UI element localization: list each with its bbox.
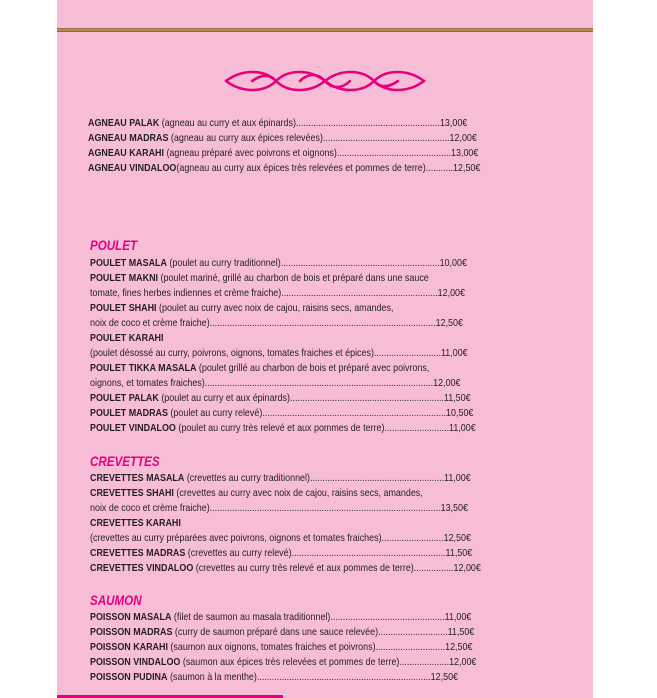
menu-item-poulet-vindaloo: POULET VINDALOO (poulet au curry très relevé et aux pommes de terre)..........................11,00€ <box>90 423 476 434</box>
menu-item-poulet-masala: POULET MASALA (poulet au curry traditionnel)................................................................10,00€ <box>90 258 467 269</box>
menu-item-poisson-masala: POISSON MASALA (filet de saumon au masala traditionnel)..............................................11,00€ <box>90 612 472 623</box>
gold-divider <box>57 28 593 32</box>
menu-item-poulet-makni: POULET MAKNI (poulet mariné, grillé au charbon de bois et préparé dans une sauce <box>90 273 429 284</box>
menu-item-poulet-shahi-cont: noix de coco et crème fraiche)...........................................................................................12,50€ <box>90 318 463 329</box>
menu-item-agneau-palak: AGNEAU PALAK (agneau au curry et aux épinards)..........................................................13,00€ <box>88 118 468 129</box>
flourish-ornament-icon <box>222 66 428 96</box>
menu-item-crevettes-karahi: CREVETTES KARAHI <box>90 518 181 529</box>
menu-item-poisson-karahi: POISSON KARAHI (saumon aux oignons, tomates fraiches et poivrons)............................12,50€ <box>90 642 473 653</box>
menu-item-poulet-karahi: POULET KARAHI <box>90 333 164 344</box>
menu-item-poulet-makni-cont: tomate, fines herbes indiennes et crème fraiche)...............................................................12,00€ <box>90 288 465 299</box>
menu-item-poulet-tikka-masala-cont: oignons, et tomates fraiches)............................................................................................12,00€ <box>90 378 461 389</box>
menu-item-poisson-madras: POISSON MADRAS (curry de saumon préparé dans une sauce relevée)............................11,50€ <box>90 627 475 638</box>
menu-item-poisson-vindaloo: POISSON VINDALOO (saumon aux épices très relevées et pommes de terre)....................12,00€ <box>90 657 477 668</box>
menu-item-poisson-pudina: POISSON PUDINA (saumon à la menthe)......................................................................12,50€ <box>90 672 459 683</box>
menu-item-poulet-tikka-masala: POULET TIKKA MASALA (poulet grillé au charbon de bois et préparé avec poivrons, <box>90 363 430 374</box>
menu-item-poulet-karahi-cont: (poulet désossé au curry, poivrons, oignons, tomates fraiches et épices)...........................11,00€ <box>90 348 468 359</box>
menu-item-poulet-palak: POULET PALAK (poulet au curry et aux épinards)..............................................................11,50€ <box>90 393 471 404</box>
menu-item-poulet-madras: POULET MADRAS (poulet au curry relevé)..........................................................................10,50€ <box>90 408 474 419</box>
menu-item-poulet-shahi: POULET SHAHI (poulet au curry avec noix de cajou, raisins secs, amandes, <box>90 303 394 314</box>
menu-item-agneau-vindaloo: AGNEAU VINDALOO(agneau au curry aux épices très relevées et pommes de terre)...........12,50€ <box>88 163 481 174</box>
menu-item-agneau-madras: AGNEAU MADRAS (agneau au curry aux épices relevées)...................................................12,00€ <box>88 133 477 144</box>
menu-item-crevettes-madras: CREVETTES MADRAS (crevettes au curry relevé)..............................................................11,50€ <box>90 548 473 559</box>
menu-item-crevettes-masala: CREVETTES MASALA (crevettes au curry traditionnel)......................................................11,00€ <box>90 473 471 484</box>
menu-item-agneau-karahi: AGNEAU KARAHI (agneau préparé avec poivrons et oignons)..............................................13,00€ <box>88 148 479 159</box>
menu-item-crevettes-shahi: CREVETTES SHAHI (crevettes au curry avec noix de cajou, raisins secs, amandes, <box>90 488 423 499</box>
menu-item-crevettes-shahi-cont: noix de coco et crème fraiche).............................................................................................13,50€ <box>90 503 468 514</box>
section-title-crevettes: CREVETTES <box>90 454 160 469</box>
menu-item-crevettes-karahi-cont: (crevettes au curry préparées avec poivrons, oignons et tomates fraiches).........................12,50€ <box>90 533 471 544</box>
menu-item-crevettes-vindaloo: CREVETTES VINDALOO (crevettes au curry très relevé et aux pommes de terre)................12,00€ <box>90 563 481 574</box>
section-title-saumon: SAUMON <box>90 593 142 608</box>
section-title-poulet: POULET <box>90 238 138 253</box>
